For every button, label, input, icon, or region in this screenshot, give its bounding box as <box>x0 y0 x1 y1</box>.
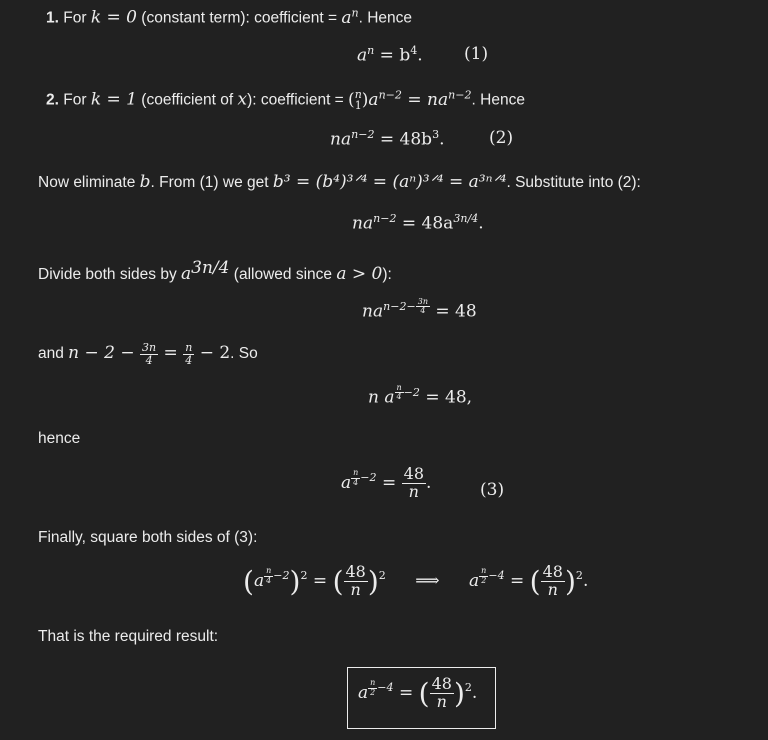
item-number: 1. <box>46 9 59 27</box>
item-number: 2. <box>46 91 59 109</box>
result-text: That is the required result: <box>38 628 219 645</box>
math-coef: $a^n$ <box>341 6 359 28</box>
equation-tag-1: (1) <box>464 44 489 64</box>
equation-3: a $^{\frac{n}{4} -2}$ = $\frac{48}{n}$ . <box>341 464 432 501</box>
eliminate-text: Now eliminate b. From (1) we get b³ = (b⁴)³ᐟ⁴ = (aⁿ)³ᐟ⁴ = a³ⁿᐟ⁴. Substitute into (2): <box>38 172 641 192</box>
simplify-text: and n − 2 − $\frac{3n}{4}$ = $\frac{n}{4}$ − 2. So <box>38 341 258 367</box>
equation-simplified: n a $^{\frac{n}{4} -2}$ = 48, <box>368 383 473 408</box>
item-2-text: 2. For k = 1 (coefficient of x): coefficient = ( n 1 )$a^{n-2} = na^{n-2}$. Hence <box>46 87 525 113</box>
implies-arrow: ⟹ <box>415 570 440 591</box>
equation-tag-2: (2) <box>489 128 514 148</box>
binomial: ( n 1 )$a^{n-2} = na^{n-2}$ <box>348 87 472 113</box>
square-text: Finally, square both sides of (3): <box>38 529 258 546</box>
boxed-result: a $^{\frac{n}{2} -4}$ = ( $\frac{48}{n}$ )$^2$. <box>347 667 496 729</box>
item-text: For <box>63 9 91 27</box>
item-1-text <box>46 6 412 28</box>
equation-substituted: $na^{n-2} = 48a^{3n/4}$. <box>352 212 484 234</box>
item-text: (constant term): coefficient = <box>136 9 342 27</box>
equation-2: $na^{n-2} = 48b^3$. <box>330 128 445 150</box>
equation-tag-3: (3) <box>480 480 505 500</box>
item-text: . Hence <box>358 9 412 27</box>
equation-1: $a^n = b^4$. <box>357 44 423 66</box>
divide-text: Divide both sides by $a^{3n/4}$ (allowed since a > 0): <box>38 258 392 285</box>
equation-squared: (a $^{\frac{n}{4} -2}$)$^2$ = ( $\frac{48}{n}$ )$^2$ ⟹ a $^{\frac{n}{2} -4}$ = ( $\frac{48}{n}$ )$^2$. <box>243 562 589 599</box>
equation-divided: $na^{n-2- \frac{3n}{4}}$ = 48 <box>362 297 477 322</box>
hence-text: hence <box>38 430 81 447</box>
math-k: k = 0 <box>90 7 137 28</box>
